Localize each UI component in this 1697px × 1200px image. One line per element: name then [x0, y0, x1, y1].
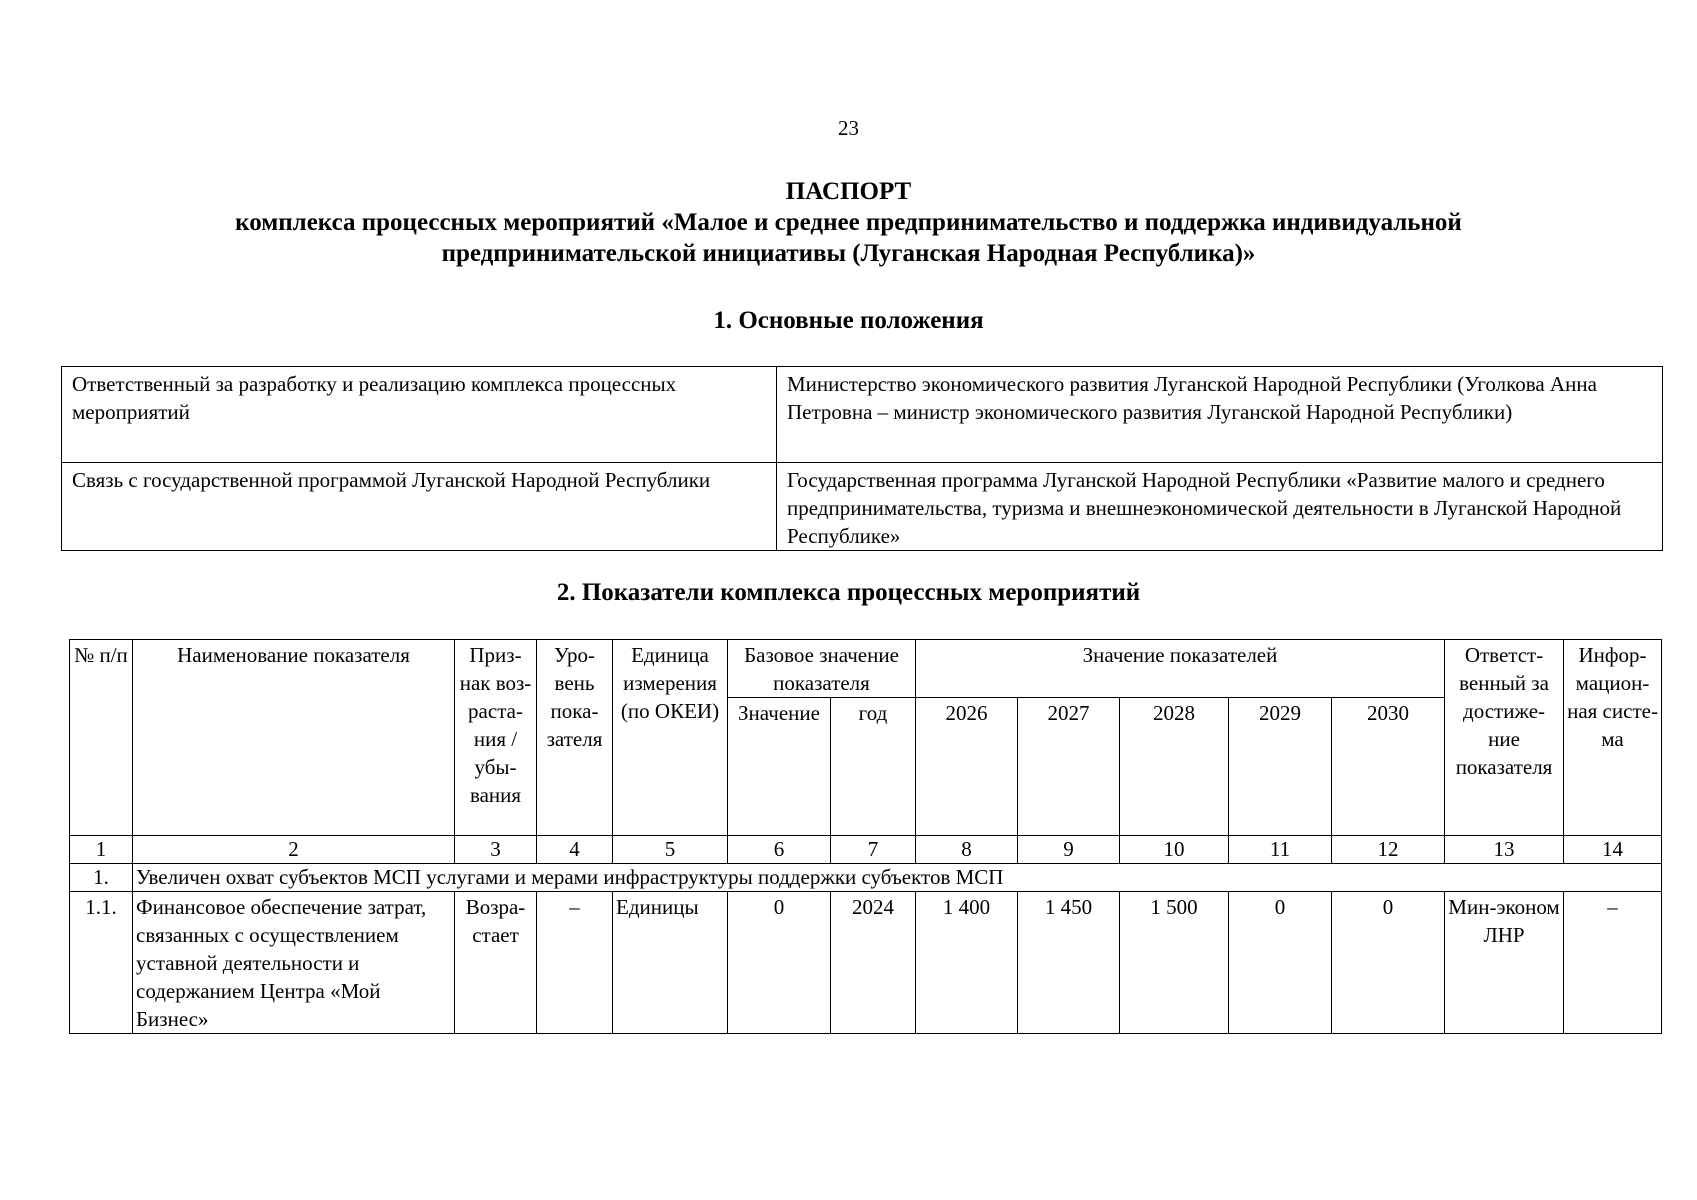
column-number: 5 — [613, 836, 728, 864]
responsible-value: Министерство экономического развития Луганской Народной Республики (Уголкова Анна Петровна – министр экономического развития Луганской Народной Республики) — [777, 367, 1663, 463]
header-values: Значение показателей — [916, 640, 1445, 698]
basic-provisions-table — [61, 366, 1663, 551]
header-year: 2028 — [1120, 698, 1229, 836]
table-row — [62, 367, 1663, 463]
row-value: 0 — [1332, 892, 1445, 1034]
row-info-system: – — [1564, 892, 1662, 1034]
header-level: Уро-вень пока-зателя — [537, 640, 613, 836]
row-base-value: 0 — [728, 892, 831, 1034]
column-number: 7 — [831, 836, 916, 864]
column-number: 8 — [916, 836, 1018, 864]
column-number: 9 — [1018, 836, 1120, 864]
section-row — [70, 864, 1662, 892]
header-unit: Единица измерения (по ОКЕИ) — [613, 640, 728, 836]
header-name: Наименование показателя — [133, 640, 455, 836]
header-year: 2027 — [1018, 698, 1120, 836]
column-number: 4 — [537, 836, 613, 864]
column-number: 1 — [70, 836, 133, 864]
indicators-table — [69, 639, 1662, 1034]
header-base-value: Значение — [728, 698, 831, 836]
program-link-value: Государственная программа Луганской Народной Республики «Развитие малого и среднего предпринимательства, туризма и внешнеэкономической деятельности в Луганской Народной Республике» — [777, 463, 1663, 551]
header-row — [70, 640, 1662, 698]
table-row — [62, 463, 1663, 551]
column-number: 6 — [728, 836, 831, 864]
responsible-label: Ответственный за разработку и реализацию комплекса процессных мероприятий — [62, 367, 777, 463]
program-link-label: Связь с государственной программой Луганской Народной Республики — [62, 463, 777, 551]
row-value: 1 450 — [1018, 892, 1120, 1034]
column-number: 14 — [1564, 836, 1662, 864]
header-sign: Приз-нак воз-раста-ния / убы-вания — [455, 640, 537, 836]
row-num: 1.1. — [70, 892, 133, 1034]
header-year: 2026 — [916, 698, 1018, 836]
table-row — [70, 892, 1662, 1034]
column-numbers-row — [70, 836, 1662, 864]
row-value: 1 400 — [916, 892, 1018, 1034]
page-number: 23 — [838, 116, 859, 140]
title-line-3: предпринимательской инициативы (Луганская Народная Республика)» — [441, 240, 1256, 267]
header-year: 2029 — [1229, 698, 1332, 836]
row-value: 0 — [1229, 892, 1332, 1034]
row-sign: Возра-стает — [455, 892, 537, 1034]
section-row-text: Увеличен охват субъектов МСП услугами и мерами инфраструктуры поддержки субъектов МСП — [133, 864, 1662, 892]
row-value: 1 500 — [1120, 892, 1229, 1034]
header-info-system: Инфор-мацион-ная систе-ма — [1564, 640, 1662, 836]
section-row-num: 1. — [70, 864, 133, 892]
column-number: 10 — [1120, 836, 1229, 864]
section-2-heading: 2. Показатели комплекса процессных мероприятий — [556, 579, 1141, 606]
column-number: 3 — [455, 836, 537, 864]
row-unit: Единицы — [613, 892, 728, 1034]
document-title — [0, 176, 1697, 269]
header-year: 2030 — [1332, 698, 1445, 836]
header-responsible: Ответст-венный за достиже-ние показателя — [1445, 640, 1564, 836]
column-number: 13 — [1445, 836, 1564, 864]
header-base-year: год — [831, 698, 916, 836]
row-name: Финансовое обеспечение затрат, связанных с осуществлением уставной деятельности и содержанием Центра «Мой Бизнес» — [133, 892, 455, 1034]
row-base-year: 2024 — [831, 892, 916, 1034]
header-num: № п/п — [70, 640, 133, 836]
column-number: 2 — [133, 836, 455, 864]
row-responsible: Мин-эконом ЛНР — [1445, 892, 1564, 1034]
column-number: 11 — [1229, 836, 1332, 864]
section-1-heading: 1. Основные положения — [713, 307, 984, 334]
title-line-1: ПАСПОРТ — [785, 178, 912, 205]
header-base: Базовое значение показателя — [728, 640, 916, 698]
row-level: – — [537, 892, 613, 1034]
column-number: 12 — [1332, 836, 1445, 864]
title-line-2: комплекса процессных мероприятий «Малое и среднее предпринимательство и поддержка индивидуальной — [235, 209, 1462, 236]
